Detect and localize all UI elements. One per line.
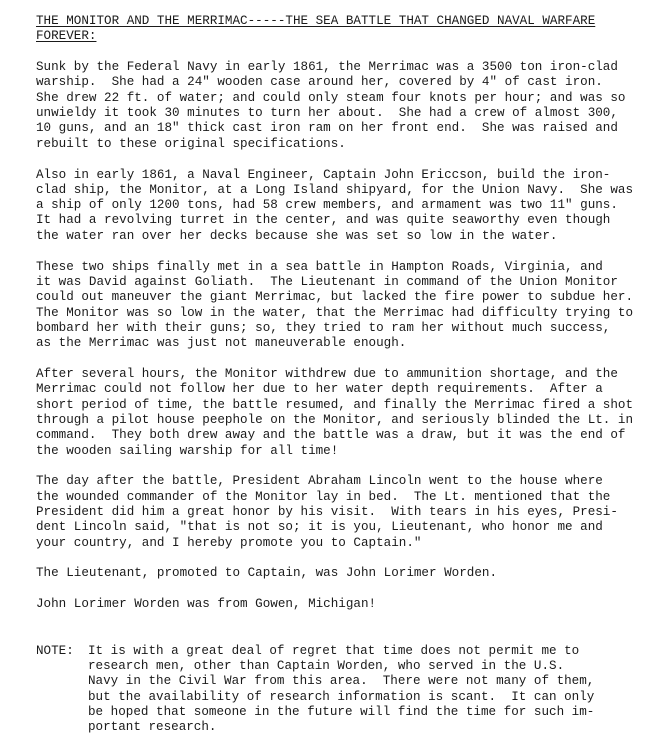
text-line: Merrimac could not follow her due to her water depth requirements. After a xyxy=(36,382,603,397)
text-line: clad ship, the Monitor, at a Long Island shipyard, for the Union Navy. She was xyxy=(36,182,634,197)
text-line: unwieldy it took 30 minutes to turn her about. She had a crew of almost 300, xyxy=(36,106,618,121)
text-line: through a pilot house peephole on the Monitor, and seriously blinded the Lt. in xyxy=(36,412,634,427)
text-line: These two ships finally met in a sea battle in Hampton Roads, Virginia, and xyxy=(36,259,603,274)
text-line: 10 guns, and an 18" thick cast iron ram on her front end. She was raised and xyxy=(36,121,618,136)
text-line: The Monitor was so low in the water, that the Merrimac had difficulty trying to xyxy=(36,305,634,320)
text-line: the water ran over her decks because she was set so low in the water. xyxy=(36,228,558,243)
paragraph-promotion xyxy=(36,566,636,581)
note-line: portant research. xyxy=(88,720,217,735)
text-line: Also in early 1861, a Naval Engineer, Captain John Ericcson, build the iron- xyxy=(36,167,611,182)
text-line: warship. She had a 24" wooden case around her, covered by 4" of cast iron. xyxy=(36,75,603,90)
text-line: the wooden sailing warship for all time! xyxy=(36,443,339,458)
text-line: it was David against Goliath. The Lieutenant in command of the Union Monitor xyxy=(36,274,618,289)
document-title xyxy=(36,14,636,45)
paragraph-battle-outcome xyxy=(36,367,636,459)
paragraph-sea-battle xyxy=(36,260,636,352)
note-section xyxy=(36,644,636,736)
text-line: Sunk by the Federal Navy in early 1861, the Merrimac was a 3500 ton iron-clad xyxy=(36,60,618,75)
text-line: rebuilt to these original specifications. xyxy=(36,136,346,151)
text-line: the wounded commander of the Monitor lay in bed. The Lt. mentioned that the xyxy=(36,489,611,504)
text-line: The day after the battle, President Abraham Lincoln went to the house where xyxy=(36,474,603,489)
paragraph-merrimac xyxy=(36,60,636,152)
text-line: The Lieutenant, promoted to Captain, was John Lorimer Worden. xyxy=(36,566,498,581)
note-line: but the availability of research information is scant. It can only xyxy=(88,689,595,704)
text-line: could out maneuver the giant Merrimac, but lacked the fire power to subdue her. xyxy=(36,290,634,305)
text-line: John Lorimer Worden was from Gowen, Michigan! xyxy=(36,597,377,612)
text-line: She drew 22 ft. of water; and could only steam four knots per hour; and was so xyxy=(36,90,626,105)
title-line: THE MONITOR AND THE MERRIMAC-----THE SEA BATTLE THAT CHANGED NAVAL WARFARE xyxy=(36,14,596,28)
note-body xyxy=(88,644,636,736)
note-line: research men, other than Captain Worden, who served in the U.S. xyxy=(88,659,565,674)
note-label: NOTE: xyxy=(36,643,74,658)
note-line: be hoped that someone in the future will find the time for such im- xyxy=(88,705,595,720)
paragraph-monitor xyxy=(36,168,636,244)
text-line: command. They both drew away and the battle was a draw, but it was the end of xyxy=(36,428,626,443)
note-line: It is with a great deal of regret that time does not permit me to xyxy=(88,643,580,658)
paragraph-hometown xyxy=(36,597,636,612)
text-line: It had a revolving turret in the center, and was quite seaworthy even though xyxy=(36,213,611,228)
text-line: dent Lincoln said, "that is not so; it is you, Lieutenant, who honor me and xyxy=(36,520,603,535)
text-line: short period of time, the battle resumed, and finally the Merrimac fired a shot xyxy=(36,397,634,412)
title-line: FOREVER: xyxy=(36,29,97,44)
text-line: as the Merrimac was just not maneuverable enough. xyxy=(36,336,407,351)
text-line: bombard her with their guns; so, they tried to ram her without much success, xyxy=(36,320,611,335)
paragraph-lincoln-visit xyxy=(36,474,636,550)
document-page xyxy=(36,14,636,736)
note-line: Navy in the Civil War from this area. There were not many of them, xyxy=(88,674,595,689)
text-line: After several hours, the Monitor withdrew due to ammunition shortage, and the xyxy=(36,367,618,382)
text-line: your country, and I hereby promote you to Captain." xyxy=(36,535,422,550)
text-line: President did him a great honor by his visit. With tears in his eyes, Presi- xyxy=(36,504,618,519)
text-line: a ship of only 1200 tons, had 58 crew members, and armament was two 11" guns. xyxy=(36,198,618,213)
